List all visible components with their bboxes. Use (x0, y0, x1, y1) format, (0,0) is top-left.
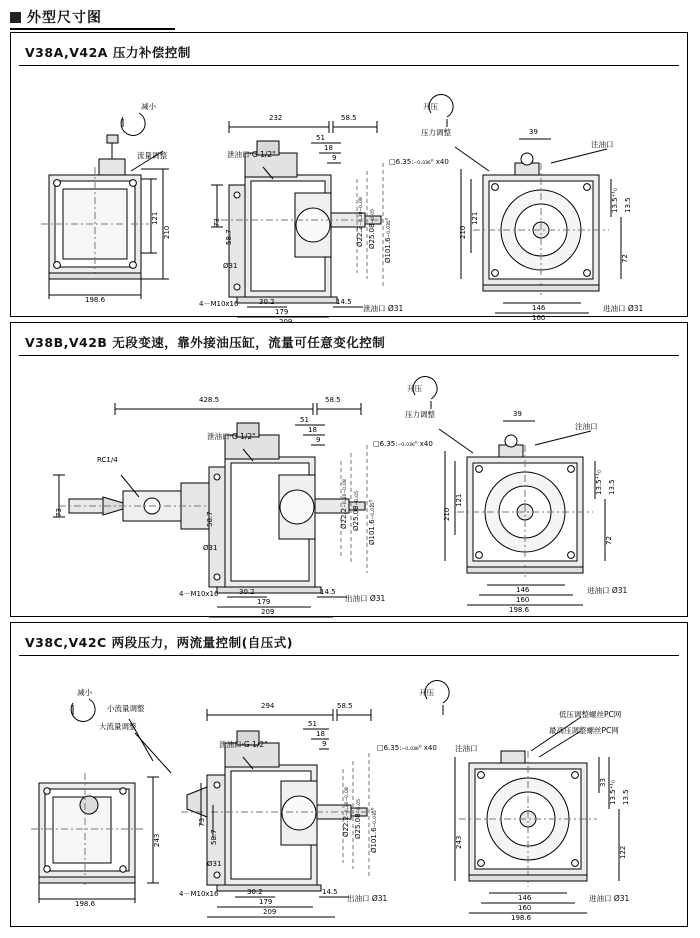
dim-a-o22: Ø22.2₋₀.₂₀₋₀.₀₈ (356, 197, 364, 247)
dim-a-14-5: 14.5 (336, 298, 352, 306)
dim-a-39: 39 (529, 128, 538, 136)
section-b-rule (19, 355, 679, 356)
section-v38b-v42b (10, 322, 688, 617)
dim-c-122: 122 (619, 845, 627, 859)
label-c-bolt-4: 4－M10x16 (179, 890, 219, 898)
section-a-drawing (11, 67, 689, 317)
label-a-in-port: 进油口 Ø31 (603, 304, 644, 313)
dim-c-198-6-left: 198.6 (75, 900, 96, 908)
dim-a-232: 232 (269, 114, 283, 122)
dim-b-o25: Ø25.08₋₀.₀₅ (352, 491, 360, 531)
section-b-canvas (11, 357, 687, 616)
dim-c-33: 33 (599, 778, 607, 787)
dim-b-o101: Ø101.6₋₀.₀₃₅⁰ (368, 499, 376, 545)
dim-a-72: 72 (621, 254, 629, 263)
dim-c-209: 209 (263, 908, 277, 916)
label-c-decrease: 减小 (77, 688, 92, 697)
dim-c-o25: Ø25.08₋₀.₀₅ (354, 799, 362, 839)
label-b-out-port: 出油口 Ø31 (345, 594, 386, 603)
label-c-increase: 升压 (419, 688, 434, 697)
dim-b-428-5: 428.5 (199, 396, 220, 404)
label-a-drain-port: 泄油口·G 1/2" (227, 150, 276, 159)
dim-a-9: 9 (332, 154, 337, 162)
dim-b-18: 18 (308, 426, 317, 434)
dim-b-146: 146 (516, 586, 530, 594)
dim-b-58-5: 58.5 (325, 396, 341, 404)
dim-c-18: 18 (316, 730, 325, 738)
dim-b-13-5b: 13.5 (608, 479, 616, 495)
section-v38a-v42a (10, 32, 688, 322)
label-a-bolt-note: □6.35:₋₀.₀₃₆⁰ x40 (389, 158, 449, 166)
dim-c-30-2: 30.2 (247, 888, 263, 896)
dim-c-73: 73 (198, 818, 206, 827)
dim-a-o31-centre: Ø31 (223, 262, 238, 270)
dim-a-179: 179 (275, 308, 289, 316)
label-b-pressure-adjust: 压力调整 (405, 410, 435, 419)
section-a-rule (19, 65, 679, 66)
dim-c-294: 294 (261, 702, 275, 710)
dim-b-72: 72 (605, 536, 613, 545)
dim-b-58-7: 58.7 (206, 511, 214, 527)
dim-c-243-right: 243 (455, 835, 463, 849)
label-a-pressure-adjust: 压力调整 (421, 128, 451, 137)
section-c-title: V38C,V42C 两段压力，两流量控制(自压式) (25, 635, 294, 650)
dim-a-121-right: 121 (471, 211, 479, 225)
dim-a-58-5: 58.5 (341, 114, 357, 122)
label-c-low-press-screw: 低压调整螺丝PC网 (559, 710, 622, 719)
dim-b-73: 73 (55, 508, 63, 517)
dim-b-13-5a: 13.5⁺¹₀ (595, 470, 603, 495)
label-a-bolt-4: 4－M10x16 (199, 300, 239, 308)
dim-b-o22: Ø22.2₋₀.₂₀₋₀.₀₈ (340, 479, 348, 529)
dim-c-146: 146 (518, 894, 532, 902)
page-header (10, 6, 175, 30)
dim-c-o31: Ø31 (207, 860, 222, 868)
label-b-bolt-4: 4－M10x16 (179, 590, 219, 598)
dim-b-51: 51 (300, 416, 309, 424)
dim-b-198-6: 198.6 (509, 606, 530, 614)
dim-b-39: 39 (513, 410, 522, 418)
header-marker-icon (10, 12, 21, 23)
label-a-decrease: 减小 (141, 102, 156, 111)
dim-c-51: 51 (308, 720, 317, 728)
dim-c-198-6-right: 198.6 (511, 914, 532, 922)
label-c-drain-port: 泄油口·G 1/2" (219, 740, 268, 749)
section-c-canvas (11, 657, 687, 926)
dim-a-146: 146 (532, 304, 546, 312)
dim-b-209: 209 (261, 608, 275, 616)
dim-b-210: 210 (443, 507, 451, 521)
dim-b-30-2: 30.2 (239, 588, 255, 596)
section-a-title: V38A,V42A 压力补偿控制 (25, 45, 191, 60)
dim-c-o101: Ø101.6₋₀.₀₃₅⁰ (370, 807, 378, 853)
label-c-bolt-note: □6.35:₋₀.₀₃₆⁰ x40 (377, 744, 437, 752)
label-a-flow-adjust: 流量调整 (137, 151, 167, 160)
dim-a-121-left: 121 (151, 211, 159, 225)
dim-c-9: 9 (322, 740, 327, 748)
label-a-oil-fill: 注油口 (591, 140, 614, 149)
section-b-title: V38B,V42B 无段变速，靠外接油压缸，流量可任意变化控制 (25, 335, 386, 350)
label-b-rc-port: RC1/4 (97, 456, 118, 464)
dim-a-30-2: 30.2 (259, 298, 275, 306)
dim-c-58-7: 58.7 (210, 829, 218, 845)
dim-a-o101: Ø101.6₋₀.₀₃₅⁰ (384, 217, 392, 263)
label-c-out-port: 出油口 Ø31 (347, 894, 388, 903)
dim-a-210-left: 210 (163, 225, 171, 239)
dim-a-58-7: 58.7 (225, 229, 233, 245)
dim-b-o31: Ø31 (203, 544, 218, 552)
label-a-increase: 升压 (423, 102, 438, 111)
dim-a-210-right: 210 (459, 225, 467, 239)
section-a-canvas (11, 67, 687, 322)
page-title: 外型尺寸图 (27, 10, 102, 26)
label-b-oil-fill: 注油口 (575, 422, 598, 431)
section-v38c-v42c (10, 622, 688, 927)
label-c-large-flow: 大流量调整 (99, 722, 137, 731)
dim-c-58-5: 58.5 (337, 702, 353, 710)
label-b-increase: 升压 (407, 384, 422, 393)
dim-c-13-5a: 13.5⁺¹₀ (609, 780, 617, 805)
label-b-in-port: 进油口 Ø31 (587, 586, 628, 595)
dim-a-198-6-left: 198.6 (85, 296, 106, 304)
label-a-out-port: 泄油口 Ø31 (363, 304, 404, 313)
dim-a-o25: Ø25.08₋₀.₀₅ (368, 209, 376, 249)
dim-c-160: 160 (518, 904, 532, 912)
dim-c-13-5b: 13.5 (622, 789, 630, 805)
label-c-small-flow: 小流量调整 (107, 704, 145, 713)
dim-b-14-5: 14.5 (320, 588, 336, 596)
section-c-rule (19, 655, 679, 656)
dim-b-160: 160 (516, 596, 530, 604)
dim-b-179: 179 (257, 598, 271, 606)
label-b-bolt-note: □6.35:₋₀.₀₃₆⁰ x40 (373, 440, 433, 448)
dim-c-o22: Ø22.2₋₀.₂₀₋₀.₀₈ (342, 787, 350, 837)
dim-a-13-5b: 13.5 (624, 197, 632, 213)
dim-c-14-5: 14.5 (322, 888, 338, 896)
dim-a-51: 51 (316, 134, 325, 142)
dim-c-243-left: 243 (153, 833, 161, 847)
dim-a-13-5a: 13.5⁺¹₀ (611, 188, 619, 213)
label-c-in-port: 进油口 Ø31 (589, 894, 630, 903)
label-c-high-press-screw: 最高压调整螺丝PC网 (549, 726, 619, 735)
dim-b-9: 9 (316, 436, 321, 444)
label-c-oil-fill: 注油口 (455, 744, 478, 753)
label-b-drain-port: 泄油口·G 1/2" (207, 432, 256, 441)
dim-a-18: 18 (324, 144, 333, 152)
dim-c-179: 179 (259, 898, 273, 906)
section-b-drawing (11, 357, 689, 617)
dim-b-121: 121 (455, 493, 463, 507)
dim-a-73: 73 (213, 218, 221, 227)
dim-a-160: 160 (532, 314, 546, 322)
